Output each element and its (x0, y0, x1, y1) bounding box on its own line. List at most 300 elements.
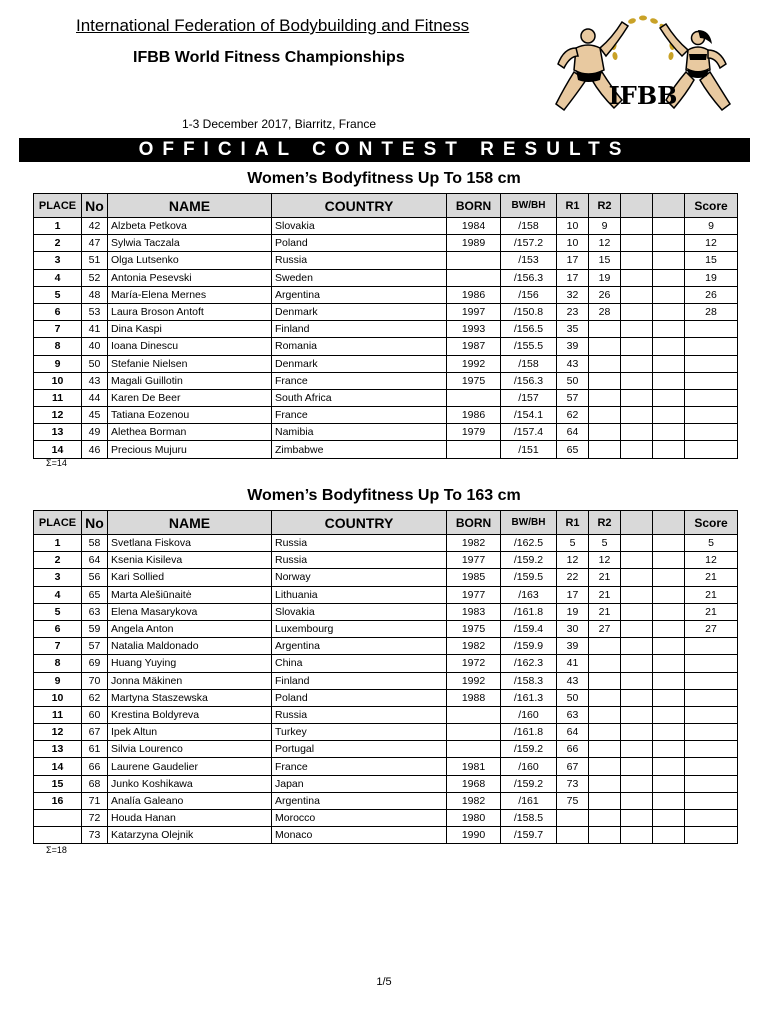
blank-cell (653, 810, 685, 827)
r2-cell (589, 338, 621, 355)
number-cell: 52 (82, 269, 108, 286)
place-cell: 6 (34, 620, 82, 637)
place-cell: 9 (34, 672, 82, 689)
number-cell: 64 (82, 552, 108, 569)
place-cell: 7 (34, 638, 82, 655)
r2-cell: 28 (589, 303, 621, 320)
country-cell: Portugal (272, 741, 447, 758)
born-cell (447, 441, 501, 458)
r1-cell: 41 (557, 655, 589, 672)
table-row (34, 827, 738, 844)
country-cell: Argentina (272, 286, 447, 303)
name-cell: Laura Broson Antoft (108, 303, 272, 320)
country-cell: Sweden (272, 269, 447, 286)
table-row (34, 689, 738, 706)
bwbh-cell: /159.7 (501, 827, 557, 844)
bwbh-cell: /156 (501, 286, 557, 303)
place-cell: 12 (34, 407, 82, 424)
born-cell: 1993 (447, 321, 501, 338)
event-date-location: 1-3 December 2017, Biarritz, France (182, 117, 377, 131)
place-cell: 16 (34, 792, 82, 809)
r1-cell: 32 (557, 286, 589, 303)
country-cell: Russia (272, 552, 447, 569)
score-cell (685, 741, 738, 758)
blank-cell (621, 741, 653, 758)
name-cell: Alzbeta Petkova (108, 218, 272, 235)
country-cell: Lithuania (272, 586, 447, 603)
place-cell: 10 (34, 689, 82, 706)
results-banner: OFFICIAL CONTEST RESULTS (19, 138, 750, 162)
country-cell: Russia (272, 535, 447, 552)
number-cell: 57 (82, 638, 108, 655)
name-cell: Laurene Gaudelier (108, 758, 272, 775)
score-cell: 28 (685, 303, 738, 320)
name-cell: Tatiana Eozenou (108, 407, 272, 424)
number-cell: 68 (82, 775, 108, 792)
score-cell (685, 407, 738, 424)
number-cell: 67 (82, 724, 108, 741)
r2-cell: 12 (589, 235, 621, 252)
number-cell: 60 (82, 706, 108, 723)
blank-cell (621, 424, 653, 441)
championship-title: IFBB World Fitness Championships (133, 49, 405, 66)
blank-cell (621, 827, 653, 844)
country-cell: Finland (272, 672, 447, 689)
number-cell: 63 (82, 603, 108, 620)
col-header-r2: R2 (589, 511, 621, 535)
blank-cell (621, 355, 653, 372)
blank-cell (653, 792, 685, 809)
score-cell: 21 (685, 603, 738, 620)
blank-cell (621, 569, 653, 586)
bwbh-cell: /157.4 (501, 424, 557, 441)
ifbb-logo (550, 8, 736, 128)
score-cell: 26 (685, 286, 738, 303)
organization-title: International Federation of Bodybuilding and Fitness (76, 16, 470, 35)
bwbh-cell: /156.3 (501, 372, 557, 389)
bwbh-cell: /158 (501, 355, 557, 372)
name-cell: Ioana Dinescu (108, 338, 272, 355)
score-cell (685, 355, 738, 372)
number-cell: 41 (82, 321, 108, 338)
place-cell (34, 827, 82, 844)
country-cell: Romania (272, 338, 447, 355)
r2-cell: 9 (589, 218, 621, 235)
r2-cell (589, 706, 621, 723)
name-cell: Magali Guillotin (108, 372, 272, 389)
score-cell: 5 (685, 535, 738, 552)
r1-cell: 39 (557, 338, 589, 355)
name-cell: Stefanie Nielsen (108, 355, 272, 372)
col-header-born: BORN (447, 194, 501, 218)
table-row (34, 303, 738, 320)
r2-cell: 15 (589, 252, 621, 269)
bwbh-cell: /161.3 (501, 689, 557, 706)
col-header-r2: R2 (589, 194, 621, 218)
table-row (34, 389, 738, 406)
number-cell: 42 (82, 218, 108, 235)
blank-cell (621, 321, 653, 338)
country-cell: South Africa (272, 389, 447, 406)
bwbh-cell: /158.3 (501, 672, 557, 689)
blank-cell (653, 586, 685, 603)
score-cell (685, 638, 738, 655)
blank-cell (653, 303, 685, 320)
place-cell: 14 (34, 441, 82, 458)
country-cell: Zimbabwe (272, 441, 447, 458)
country-cell: Denmark (272, 355, 447, 372)
r2-cell: 26 (589, 286, 621, 303)
born-cell: 1975 (447, 372, 501, 389)
results-body (34, 535, 738, 844)
born-cell: 1985 (447, 569, 501, 586)
place-cell: 2 (34, 235, 82, 252)
country-cell: Morocco (272, 810, 447, 827)
number-cell: 61 (82, 741, 108, 758)
score-cell (685, 655, 738, 672)
blank-cell (621, 706, 653, 723)
country-cell: Slovakia (272, 603, 447, 620)
bwbh-cell: /156.3 (501, 269, 557, 286)
r2-cell: 21 (589, 603, 621, 620)
results-body (34, 218, 738, 459)
bwbh-cell: /150.8 (501, 303, 557, 320)
country-cell: Finland (272, 321, 447, 338)
r1-cell: 66 (557, 741, 589, 758)
bwbh-cell: /159.2 (501, 741, 557, 758)
bwbh-cell: /159.9 (501, 638, 557, 655)
place-cell: 3 (34, 252, 82, 269)
r1-cell: 17 (557, 252, 589, 269)
table-row (34, 338, 738, 355)
score-cell (685, 810, 738, 827)
name-cell: Silvia Lourenco (108, 741, 272, 758)
r1-cell: 35 (557, 321, 589, 338)
r2-cell: 21 (589, 569, 621, 586)
table-row (34, 638, 738, 655)
bwbh-cell: /158.5 (501, 810, 557, 827)
table-row (34, 810, 738, 827)
born-cell (447, 269, 501, 286)
r1-cell: 73 (557, 775, 589, 792)
country-cell: Argentina (272, 792, 447, 809)
blank-cell (621, 775, 653, 792)
col-header-no: No (82, 511, 108, 535)
blank-cell (621, 603, 653, 620)
place-cell: 6 (34, 303, 82, 320)
place-cell: 13 (34, 741, 82, 758)
col-header-country: COUNTRY (272, 194, 447, 218)
blank-cell (653, 372, 685, 389)
r1-cell: 10 (557, 235, 589, 252)
country-cell: Norway (272, 569, 447, 586)
score-cell (685, 792, 738, 809)
blank-cell (621, 303, 653, 320)
place-cell: 10 (34, 372, 82, 389)
blank-cell (653, 569, 685, 586)
name-cell: Krestina Boldyreva (108, 706, 272, 723)
name-cell: Angela Anton (108, 620, 272, 637)
score-cell (685, 724, 738, 741)
competitor-count: Σ=14 (46, 458, 67, 468)
blank-cell (621, 252, 653, 269)
col-header-blank (621, 511, 653, 535)
blank-cell (653, 603, 685, 620)
table-row (34, 792, 738, 809)
blank-cell (621, 218, 653, 235)
born-cell: 1997 (447, 303, 501, 320)
col-header-score: Score (685, 194, 738, 218)
country-cell: Monaco (272, 827, 447, 844)
results-table (33, 510, 738, 844)
name-cell: Analía Galeano (108, 792, 272, 809)
table-row (34, 741, 738, 758)
r2-cell (589, 441, 621, 458)
bwbh-cell: /157.2 (501, 235, 557, 252)
blank-cell (653, 758, 685, 775)
place-cell: 14 (34, 758, 82, 775)
country-cell: Namibia (272, 424, 447, 441)
place-cell: 12 (34, 724, 82, 741)
blank-cell (653, 689, 685, 706)
table-row (34, 372, 738, 389)
blank-cell (621, 269, 653, 286)
bwbh-cell: /159.5 (501, 569, 557, 586)
born-cell (447, 252, 501, 269)
name-cell: Precious Mujuru (108, 441, 272, 458)
blank-cell (621, 441, 653, 458)
number-cell: 47 (82, 235, 108, 252)
number-cell: 71 (82, 792, 108, 809)
col-header-name: NAME (108, 511, 272, 535)
r2-cell (589, 741, 621, 758)
country-cell: Japan (272, 775, 447, 792)
score-cell: 12 (685, 235, 738, 252)
born-cell: 1982 (447, 638, 501, 655)
place-cell: 5 (34, 286, 82, 303)
bwbh-cell: /159.2 (501, 552, 557, 569)
number-cell: 40 (82, 338, 108, 355)
table-row (34, 252, 738, 269)
score-cell (685, 689, 738, 706)
country-cell: Poland (272, 689, 447, 706)
name-cell: Antonia Pesevski (108, 269, 272, 286)
blank-cell (653, 355, 685, 372)
col-header-bwbh: BW/BH (501, 511, 557, 535)
r2-cell (589, 655, 621, 672)
name-cell: Katarzyna Olejnik (108, 827, 272, 844)
score-cell (685, 389, 738, 406)
bwbh-cell: /157 (501, 389, 557, 406)
place-cell: 4 (34, 269, 82, 286)
table-row (34, 758, 738, 775)
name-cell: Olga Lutsenko (108, 252, 272, 269)
name-cell: Elena Masarykova (108, 603, 272, 620)
table-row (34, 441, 738, 458)
r2-cell (589, 672, 621, 689)
bwbh-cell: /160 (501, 706, 557, 723)
blank-cell (621, 389, 653, 406)
r1-cell (557, 810, 589, 827)
score-cell: 9 (685, 218, 738, 235)
blank-cell (653, 706, 685, 723)
blank-cell (621, 535, 653, 552)
score-cell (685, 827, 738, 844)
country-cell: Denmark (272, 303, 447, 320)
place-cell: 3 (34, 569, 82, 586)
place-cell: 11 (34, 706, 82, 723)
born-cell: 1972 (447, 655, 501, 672)
r1-cell: 5 (557, 535, 589, 552)
r1-cell: 17 (557, 269, 589, 286)
born-cell (447, 706, 501, 723)
r1-cell: 19 (557, 603, 589, 620)
r1-cell: 50 (557, 689, 589, 706)
place-cell: 8 (34, 655, 82, 672)
table-row (34, 724, 738, 741)
place-cell: 13 (34, 424, 82, 441)
table-row (34, 672, 738, 689)
bwbh-cell: /151 (501, 441, 557, 458)
place-cell: 1 (34, 218, 82, 235)
blank-cell (653, 724, 685, 741)
born-cell: 1992 (447, 672, 501, 689)
country-cell: Russia (272, 252, 447, 269)
col-header-place: PLACE (34, 511, 82, 535)
name-cell: Martyna Staszewska (108, 689, 272, 706)
blank-cell (653, 321, 685, 338)
col-header-r1: R1 (557, 194, 589, 218)
r1-cell: 57 (557, 389, 589, 406)
country-cell: France (272, 407, 447, 424)
name-cell: Natalia Maldonado (108, 638, 272, 655)
table-row (34, 355, 738, 372)
r1-cell: 12 (557, 552, 589, 569)
r1-cell: 64 (557, 424, 589, 441)
r1-cell: 30 (557, 620, 589, 637)
score-cell (685, 706, 738, 723)
country-cell: France (272, 372, 447, 389)
number-cell: 53 (82, 303, 108, 320)
number-cell: 62 (82, 689, 108, 706)
table-row (34, 269, 738, 286)
r1-cell: 23 (557, 303, 589, 320)
r2-cell: 27 (589, 620, 621, 637)
col-header-name: NAME (108, 194, 272, 218)
place-cell: 8 (34, 338, 82, 355)
page-number: 1/5 (376, 976, 392, 988)
blank-cell (653, 235, 685, 252)
number-cell: 59 (82, 620, 108, 637)
r1-cell: 39 (557, 638, 589, 655)
blank-cell (653, 441, 685, 458)
place-cell: 7 (34, 321, 82, 338)
table-row (34, 552, 738, 569)
country-cell: China (272, 655, 447, 672)
col-header-blank (653, 194, 685, 218)
country-cell: Argentina (272, 638, 447, 655)
blank-cell (653, 252, 685, 269)
score-cell (685, 321, 738, 338)
r1-cell: 10 (557, 218, 589, 235)
name-cell: Jonna Mäkinen (108, 672, 272, 689)
born-cell: 1986 (447, 407, 501, 424)
score-cell: 19 (685, 269, 738, 286)
bwbh-cell: /162.3 (501, 655, 557, 672)
r1-cell: 43 (557, 355, 589, 372)
competitor-count: Σ=18 (46, 845, 67, 855)
place-cell: 4 (34, 586, 82, 603)
score-cell (685, 424, 738, 441)
r1-cell: 17 (557, 586, 589, 603)
blank-cell (621, 235, 653, 252)
number-cell: 56 (82, 569, 108, 586)
results-table (33, 193, 738, 459)
bwbh-cell: /163 (501, 586, 557, 603)
r1-cell: 67 (557, 758, 589, 775)
blank-cell (653, 407, 685, 424)
blank-cell (621, 792, 653, 809)
number-cell: 48 (82, 286, 108, 303)
table-row (34, 286, 738, 303)
score-cell (685, 441, 738, 458)
table-row (34, 218, 738, 235)
blank-cell (621, 586, 653, 603)
bwbh-cell: /155.5 (501, 338, 557, 355)
country-cell: Turkey (272, 724, 447, 741)
born-cell: 1987 (447, 338, 501, 355)
bwbh-cell: /161.8 (501, 603, 557, 620)
blank-cell (621, 407, 653, 424)
name-cell: Dina Kaspi (108, 321, 272, 338)
table-row (34, 620, 738, 637)
place-cell: 2 (34, 552, 82, 569)
r2-cell (589, 810, 621, 827)
blank-cell (621, 758, 653, 775)
col-header-country: COUNTRY (272, 511, 447, 535)
r2-cell (589, 758, 621, 775)
born-cell: 1968 (447, 775, 501, 792)
table-row (34, 655, 738, 672)
bwbh-cell: /158 (501, 218, 557, 235)
blank-cell (653, 286, 685, 303)
born-cell: 1989 (447, 235, 501, 252)
blank-cell (621, 338, 653, 355)
name-cell: Sylwia Taczala (108, 235, 272, 252)
born-cell: 1977 (447, 586, 501, 603)
blank-cell (653, 672, 685, 689)
bwbh-cell: /161 (501, 792, 557, 809)
svg-text:IFBB: IFBB (608, 81, 678, 110)
name-cell: María-Elena Mernes (108, 286, 272, 303)
table-row (34, 603, 738, 620)
number-cell: 65 (82, 586, 108, 603)
name-cell: Ipek Altun (108, 724, 272, 741)
col-header-blank (653, 511, 685, 535)
r2-cell: 5 (589, 535, 621, 552)
col-header-score: Score (685, 511, 738, 535)
blank-cell (653, 827, 685, 844)
blank-cell (653, 218, 685, 235)
name-cell: Kari Sollied (108, 569, 272, 586)
r2-cell (589, 321, 621, 338)
col-header-r1: R1 (557, 511, 589, 535)
country-cell: Luxembourg (272, 620, 447, 637)
bwbh-cell: /154.1 (501, 407, 557, 424)
blank-cell (621, 810, 653, 827)
blank-cell (621, 620, 653, 637)
score-cell (685, 372, 738, 389)
